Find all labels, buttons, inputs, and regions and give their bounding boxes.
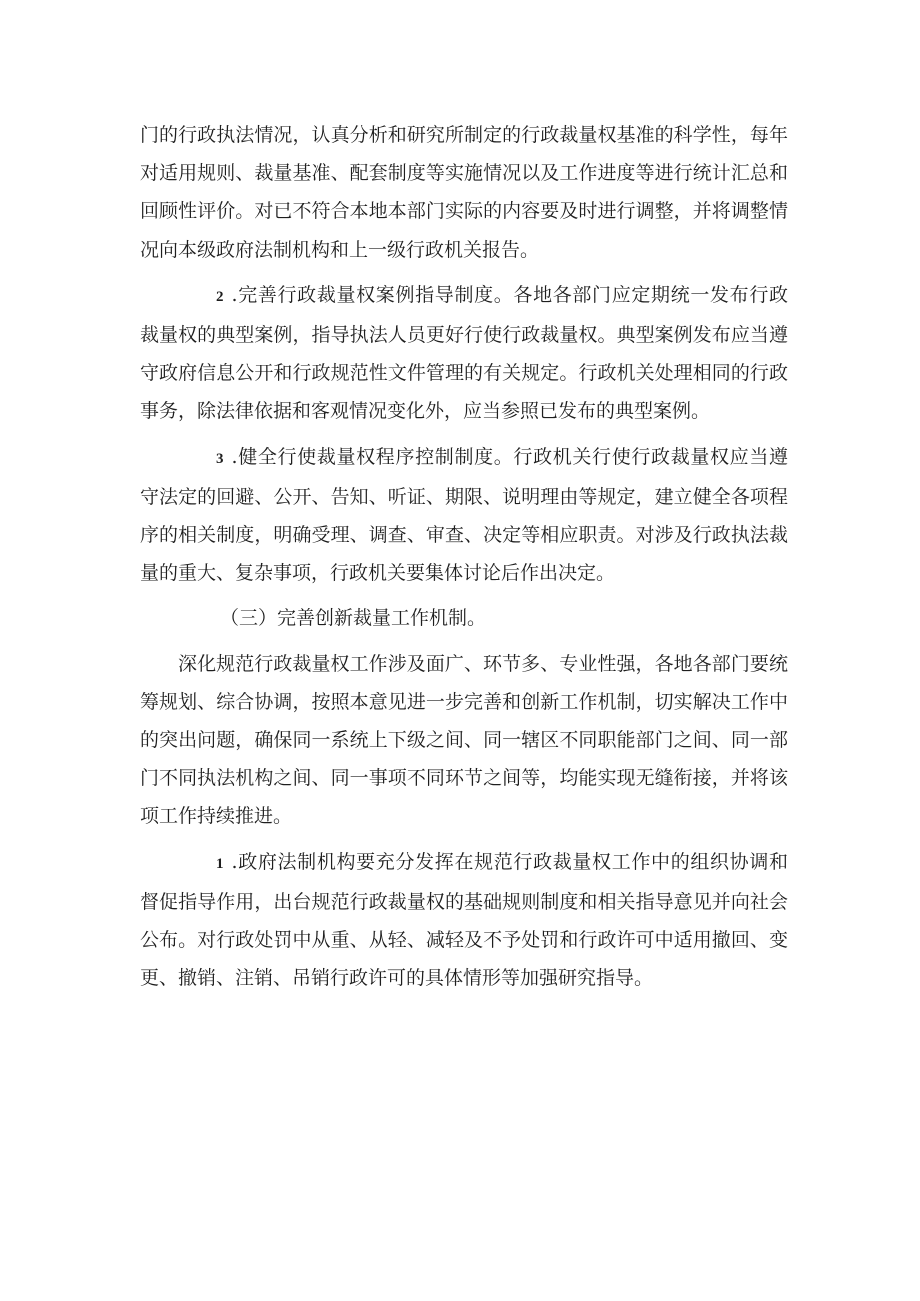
paragraph-continued: 门的行政执法情况，认真分析和研究所制定的行政裁量权基准的科学性，每年对适用规则、裁量基准、配套制度等实施情况以及工作进度等进行统计汇总和回顾性评价。对已不符合本地本部门实际的内容要及时进行调整，并将调整情况向本级政府法制机构和上一级行政机关报告。 [140,124,788,261]
paragraph-legal-agency [140,843,788,998]
paragraph-text: .健全行使裁量权程序控制制度。行政机关行使行政裁量权应当遵守法定的回避、公开、告知、听证、期限、说明理由等规定，建立健全各项程序的相关制度，明确受理、调查、审查、决定等相应职责。对涉及行政执法裁量的重大、复杂事项，行政机关要集体讨论后作出决定。 [140,445,788,585]
paragraph-text: .完善行政裁量权案例指导制度。各地各部门应定期统一发布行政裁量权的典型案例，指导执法人员更好行使行政裁量权。典型案例发布应当遵守政府信息公开和行政规范性文件管理的有关规定。行政机关处理相同的行政事务，除法律依据和客观情况变化外，应当参照已发布的典型案例。 [140,283,788,423]
item-number: 3 [216,450,224,467]
paragraph-mechanism: 深化规范行政裁量权工作涉及面广、环节多、专业性强，各地各部门要统筹规划、综合协调，按照本意见进一步完善和创新工作机制，切实解决工作中的突出问题，确保同一系统上下级之间、同一辖区不同职能部门之间、同一部门不同执法机构之间、同一事项不同环节之间等，均能实现无缝衔接，并将该项工作持续推进。 [140,652,788,828]
paragraph-text: .政府法制机构要充分发挥在规范行政裁量权工作中的组织协调和督促指导作用，出台规范行政裁量权的基础规则制度和相关指导意见并向社会公布。对行政处罚中从重、从轻、减轻及不予处罚和行政许可中适用撤回、变更、撤销、注销、吊销行政许可的具体情形等加强研究指导。 [140,850,788,990]
item-number: 1 [216,855,224,872]
section-heading: （三）完善创新裁量工作机制。 [220,607,487,630]
item-number: 2 [216,288,224,305]
paragraph-case-guidance [140,276,788,431]
document-body [140,116,788,997]
paragraph-procedure-control [140,438,788,593]
